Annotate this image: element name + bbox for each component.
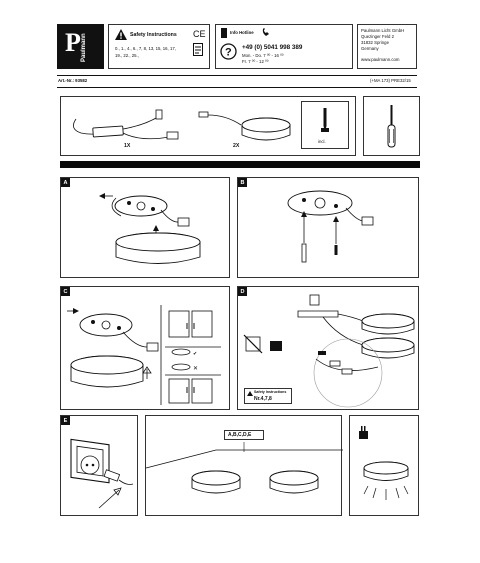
light-quantity: 2X — [233, 143, 240, 149]
step-panel-b — [237, 177, 419, 278]
info-title: Info Hotline — [230, 30, 254, 35]
tool-box — [363, 96, 420, 156]
safety-card-refs: Nr.4,7,8 — [254, 396, 272, 402]
step-panel-a — [60, 177, 230, 278]
company-street: Quezinger Feld 2 — [361, 34, 394, 39]
light-illustration — [196, 107, 296, 145]
step-label-e: E — [61, 416, 70, 425]
company-web: www.paulmann.com — [361, 57, 400, 62]
safety-refs-line2: 19., 22., 25., — [115, 53, 139, 58]
screwdriver-icon — [384, 103, 400, 151]
combined-illustration — [146, 416, 343, 517]
parts-box — [60, 96, 356, 156]
step-panel-d — [237, 286, 419, 410]
ce-mark: CE — [193, 29, 206, 39]
company-name: Paulmann Licht GmbH — [361, 28, 405, 33]
svg-text:?: ? — [225, 46, 232, 59]
info-hotline-box — [215, 24, 353, 69]
screws-box — [301, 101, 349, 149]
article-rule-bottom — [57, 87, 417, 88]
step-panel-c — [60, 286, 230, 410]
step-a-illustration — [61, 178, 231, 279]
screws-label: incl. — [318, 139, 326, 144]
svg-text:✔: ✔ — [193, 351, 198, 357]
company-country: Germany — [361, 46, 379, 51]
safety-title: Safety Instructions — [130, 32, 177, 38]
svg-text:✕: ✕ — [193, 366, 199, 372]
warning-icon — [115, 29, 127, 40]
manual-icon — [193, 43, 203, 56]
step-label-a: A — [61, 178, 70, 187]
combined-steps-label: A,B,C,D,E — [228, 432, 252, 438]
article-revision: (+MA 173) PRE32/15 — [370, 78, 411, 83]
hours-friday: Fr. 7 ⁰⁰ - 12 ⁰⁰ — [242, 59, 269, 64]
brand-letter: P — [65, 28, 81, 57]
brand-logo — [57, 24, 104, 69]
safety-refs-line1: 0., 1., 4., 6., 7, 8, 13, 15, 16, 17, — [115, 46, 176, 51]
company-address-box — [357, 24, 417, 69]
driver-quantity: 1X — [124, 143, 131, 149]
light-on-illustration — [350, 416, 420, 517]
question-icon — [220, 43, 237, 60]
warning-icon — [247, 391, 253, 396]
step-label-b: B — [238, 178, 247, 187]
step-label-d: D — [238, 287, 247, 296]
article-number: Art.-Nr.: 93582 — [58, 78, 88, 83]
step-panel-combined — [145, 415, 342, 516]
step-panel-light-on — [349, 415, 419, 516]
phone-icon — [262, 28, 270, 37]
step-c-illustration — [61, 287, 231, 411]
step-e-illustration — [61, 416, 139, 517]
screw-icon — [320, 108, 330, 134]
info-icon — [221, 28, 227, 38]
brand-name: Paulmann — [81, 33, 87, 62]
safety-card-title: Safety Instructions — [254, 390, 287, 394]
step-label-c: C — [61, 287, 70, 296]
safety-card — [244, 388, 292, 404]
hours-weekdays: Mon. - Do. 7 ⁰⁰ - 16 ⁰⁰ — [242, 53, 284, 58]
driver-illustration — [71, 107, 181, 147]
safety-instructions-box — [108, 24, 210, 69]
step-panel-e — [60, 415, 138, 516]
step-b-illustration — [238, 178, 420, 279]
section-band — [60, 161, 420, 168]
hotline-number: +49 (0) 5041 998 389 — [242, 44, 303, 51]
article-rule — [57, 75, 417, 76]
company-city: 31832 Springe — [361, 40, 389, 45]
